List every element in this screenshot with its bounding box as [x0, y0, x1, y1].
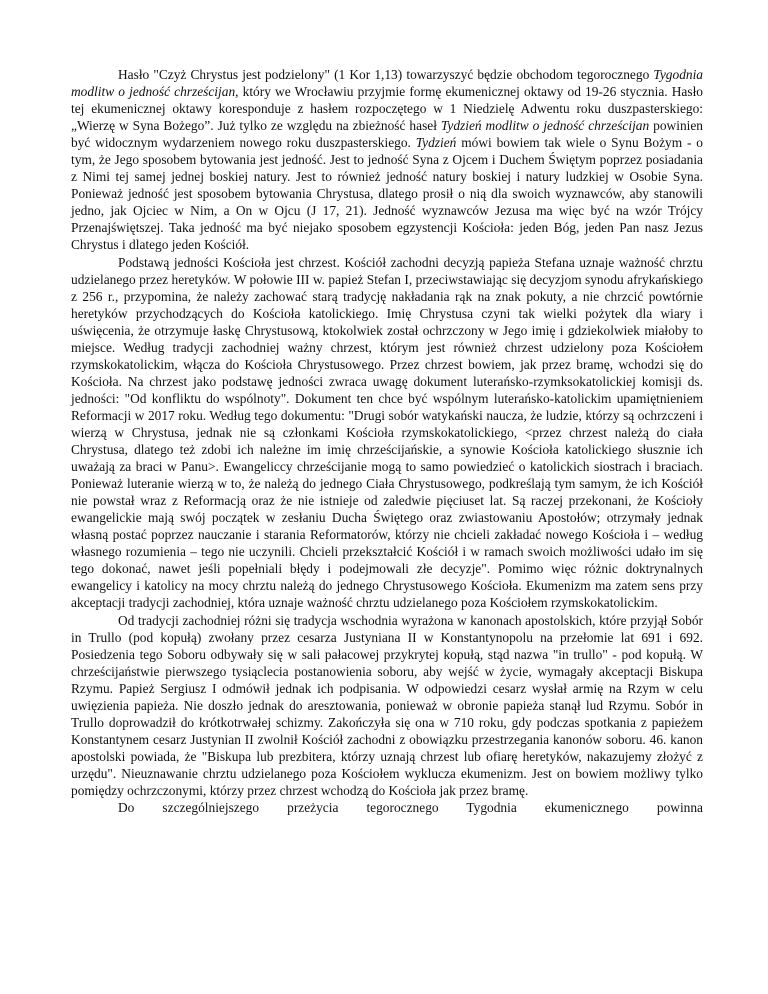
text-run: , który we Wrocławiu przyjmie formę ekumenicznej oktawy od 19-26 stycznia. Hasło tej ekumenicznej oktawy koresponduje z hasłem rozpoczętego w 1 Niedzielę Adwentu roku duszpasterskiego: „Wierzę w Syna Bożego”. Już tylko ze względu na zbieżność haseł: [71, 84, 703, 134]
text-run: Hasło "Czyż Chrystus jest podzielony" (1 Kor 1,13) towarzyszyć będzie obchodom tegorocznego: [118, 67, 654, 82]
italic-title: Tydzień modlitw o jedność chrześcijan: [440, 118, 650, 134]
text-run: Od tradycji zachodniej różni się tradycja wschodnia wyrażona w kanonach apostolskich, które przyjął Sobór in Trullo (pod kopułą) zwołany przez cesarza Justyniana II w Konstantynopolu na przełomie lat 691 i 692. Posiedzenia tego Soboru odbywały się w sali pałacowej przykrytej kopułą, stąd nazwa "in trullo" - pod kopułą. W chrześcijaństwie pierwszego tysiąclecia postanowienia soboru, aby wejść w życie, wymagały akceptacji Biskupa Rzymu. Papież Sergiusz I odmówił jednak ich podpisania. W odpowiedzi cesarz wysłał armię na Rzym w celu uwięzienia papieża. Nie doszło jednak do aresztowania, ponieważ w obronie papieża stanął lud Rzymu. Sobór in Trullo doprowadził do krótkotrwałej schizmy. Zakończyła się ona w 710 roku, gdy podczas spotkania z papieżem Konstantynem cesarz Justynian II zwolnił Kościół zachodni z obowiązku przestrzegania kanonów soboru. 46. kanon apostolski powiada, że "Biskupa lub prezbitera, którzy uznają chrzest lub ofiarę heretyków, nakazujemy złożyć z urzędu". Nieuznawanie chrztu udzielanego poza Kościołem wyklucza ekumenizm. Jest on bowiem możliwy tylko pomiędzy ochrzczonymi, którzy przez chrzest wchodzą do Kościoła jak przez bramę.: [71, 612, 703, 798]
paragraph-3: [71, 612, 703, 800]
paragraph-1: [71, 66, 703, 254]
italic-title: Tygodnia modlitw o jedność chrześcijan: [71, 67, 703, 100]
document-page: [71, 66, 703, 816]
text-run: mówi bowiem tak wiele o Synu Bożym - o tym, że Jego sposobem bytowania jest jedność. Jest to jedność Syna z Ojcem i Duchem Świętym poprzez posiadania z Nimi tej samej jednej boskiej natury. Jest to również jedność natury boskiej i natury ludzkiej w Osobie Syna. Ponieważ jedność jest sposobem bytowania Chrystusa, dlatego prosił o nią dla swoich wyznawców, aby stanowili jedno, jak Ojciec w Nim, a On w Ojcu (J 17, 21). Jedność wyznawców Jezusa ma więc być na wzór Trójcy Przenajświętszej. Taka jedność ma być niejako sposobem egzystencji Kościoła: jeden Bóg, jeden Pan nasz Jezus Chrystus i dlatego jeden Kościół.: [71, 135, 703, 253]
paragraph-4: [71, 799, 703, 816]
paragraph-2: [71, 254, 703, 612]
text-run: Do szczególniejszego przeżycia tegorocznego Tygodnia ekumenicznego powinna: [118, 800, 703, 816]
italic-word: Tydzień: [415, 135, 457, 151]
text-run: powinien być widocznym wydarzeniem nowego roku duszpasterskiego.: [71, 118, 704, 151]
text-run: Podstawą jedności Kościoła jest chrzest. Kościół zachodni decyzją papieża Stefana uznaje ważność chrztu udzielanego przez heretyków. W połowie III w. papież Stefan I, przeciwstawiając się decyzjom synodu afrykańskiego z 256 r., przypomina, że należy zachować starą tradycję nakładania rąk na znak pokuty, a nie chrzcić powtórnie heretyków przychodzących do Kościoła katolickiego. Imię Chrystusa czyni tak wielki pożytek dla wiary i uświęcenia, że otrzymuje łaskę Chrystusową, ktokolwiek został ochrzczony w Jego imię i gdziekolwiek miałoby to miejsce. Według tradycji zachodniej ważny chrzest, którym jest również chrzest udzielony poza Kościołem rzymskokatolickim, włącza do Kościoła Chrystusowego. Przez chrzest bowiem, jak przez bramę, wchodzi się do Kościoła. Na chrzest jako podstawę jedności zwraca uwagę dokument luterańsko-rzymksokatolickiej komisji ds. jedności: "Od konfliktu do wspólnoty". Dokument ten chce być wspólnym luterańsko-katolickim upamiętnieniem Reformacji w 2017 roku. Według tego dokumentu: "Drugi sobór watykański naucza, że ludzie, którzy są ochrzczeni i wierzą w Chrystusa, jednak nie są członkami Kościoła rzymskokatolickiego, <przez chrzest należą do ciała Chrystusa, dlatego też zdobi ich należne im imię chrześcijańskie, a synowie Kościoła katolickiego słusznie ich uważają za braci w Panu>. Ewangeliccy chrześcijanie mogą to samo powiedzieć o katolickich siostrach i braciach. Ponieważ luteranie wierzą w to, że należą do jednego Ciała Chrystusowego, podkreślają tym samym, że ich Kościół nie powstał wraz z Reformacją oraz że nie istnieje od zaledwie pięciuset lat. Są raczej przekonani, że Kościoły ewangelickie mają swój początek w zesłaniu Ducha Świętego oraz zwiastowaniu Apostołów; otrzymały jednak własną postać poprzez nauczanie i starania Reformatorów, którzy nie chcieli zakładać nowego Kościoła i – według własnego rozumienia – tego nie uczynili. Chcieli przekształcić Kościół i w ramach swoich możliwości udało im się tego dokonać, nawet jeśli popełniali błędy i podejmowali złe decyzje". Pomimo więc różnic doktrynalnych ewangelicy i katolicy na mocy chrztu należą do jednego Chrystusowego Kościoła. Ekumenizm ma zatem sens przy akceptacji tradycji zachodniej, która uznaje ważność chrztu udzielanego poza Kościołem rzymskokatolickim.: [71, 254, 703, 611]
